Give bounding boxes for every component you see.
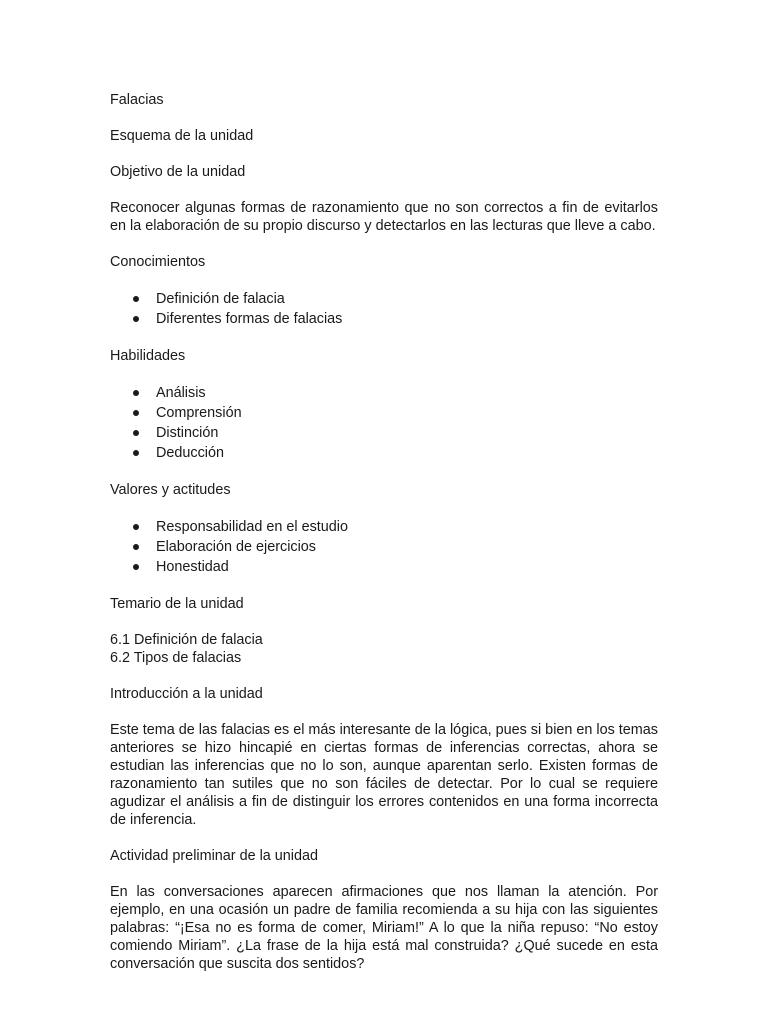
list-item xyxy=(110,309,658,329)
schema-heading: Esquema de la unidad xyxy=(110,128,254,144)
list-item-text: Honestidad xyxy=(156,559,229,575)
list-item xyxy=(110,537,658,557)
list-item xyxy=(110,289,658,309)
intro-paragraph: Este tema de las falacias es el más interesante de la lógica, pues si bien en los temas anteriores se hizo hincapié en ciertas formas de inferencias correctas, ahora se estudian las inferencias que no lo son, aunque aparentan serlo. Existen formas de razonamiento tan sutiles que no son fáciles de detectar. Por lo cual se requiere agudizar el análisis a fin de distinguir los errores contenidos en una forma incorrecta de inferencia. xyxy=(110,722,658,828)
bullet-icon xyxy=(133,410,139,416)
document-title: Falacias xyxy=(110,92,164,108)
knowledge-heading: Conocimientos xyxy=(110,254,206,270)
syllabus-list xyxy=(110,631,658,667)
list-item-text: Distinción xyxy=(156,425,219,441)
list-item-text: Análisis xyxy=(156,385,206,401)
list-item-text: Responsabilidad en el estudio xyxy=(156,519,349,535)
list-item xyxy=(110,443,658,463)
intro-heading: Introducción a la unidad xyxy=(110,686,263,702)
skills-list xyxy=(110,383,658,463)
list-item xyxy=(110,403,658,423)
document-page xyxy=(110,91,658,991)
objective-paragraph: Reconocer algunas formas de razonamiento que no son correctos a fin de evitarlos en la elaboración de su propio discurso y detectarlos en las lecturas que lleve a cabo. xyxy=(110,200,658,234)
list-item xyxy=(110,557,658,577)
list-item-text: Diferentes formas de falacias xyxy=(156,311,343,327)
bullet-icon xyxy=(133,450,139,456)
skills-heading: Habilidades xyxy=(110,348,186,364)
values-heading: Valores y actitudes xyxy=(110,482,231,498)
list-item-text: Elaboración de ejercicios xyxy=(156,539,316,555)
objective-heading: Objetivo de la unidad xyxy=(110,164,246,180)
knowledge-list xyxy=(110,289,658,329)
syllabus-item: 6.2 Tipos de falacias xyxy=(110,650,242,666)
list-item-text: Deducción xyxy=(156,445,224,461)
activity-heading: Actividad preliminar de la unidad xyxy=(110,848,318,864)
bullet-icon xyxy=(133,296,139,302)
list-item xyxy=(110,423,658,443)
bullet-icon xyxy=(133,390,139,396)
list-item-text: Comprensión xyxy=(156,405,242,421)
bullet-icon xyxy=(133,524,139,530)
activity-paragraph: En las conversaciones aparecen afirmaciones que nos llaman la atención. Por ejemplo, en una ocasión un padre de familia recomienda a su hija con las siguientes palabras: “¡Esa no es forma de comer, Miriam!” A lo que la niña repuso: “No estoy comiendo Miriam”. ¿La frase de la hija está mal construida? ¿Qué sucede en esta conversación que suscita dos sentidos? xyxy=(110,884,658,972)
bullet-icon xyxy=(133,430,139,436)
list-item xyxy=(110,517,658,537)
list-item xyxy=(110,383,658,403)
bullet-icon xyxy=(133,316,139,322)
values-list xyxy=(110,517,658,577)
syllabus-item: 6.1 Definición de falacia xyxy=(110,632,263,648)
syllabus-heading: Temario de la unidad xyxy=(110,596,244,612)
bullet-icon xyxy=(133,564,139,570)
list-item-text: Definición de falacia xyxy=(156,291,285,307)
bullet-icon xyxy=(133,544,139,550)
